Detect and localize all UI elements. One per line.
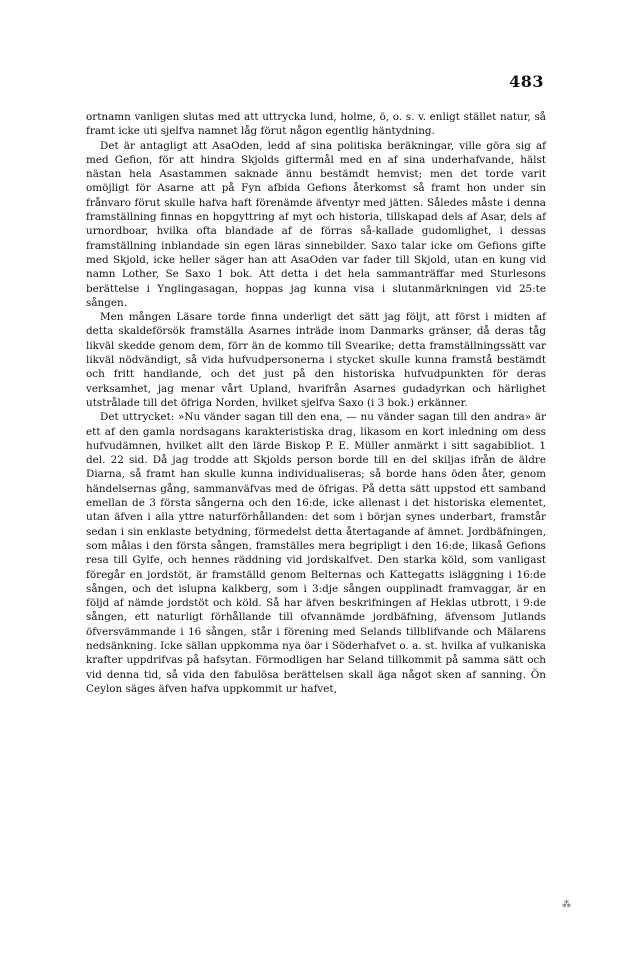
paragraph-1: ortnamn vanligen slutas med att uttrycka lund, holme, ö, o. s. v. enligt stället natur, så framt icke uti sjelfva namnet låg förut någon egentlig häntydning.	[86, 111, 546, 138]
paragraph-2: Det är antagligt att AsaOden, ledd af sina politiska beräkningar, ville göra sig af med Gefion, för att hindra Skjolds giftermål med en af sina underhafvande, hälst nästan hela Asastammen saknade ännu bestämdt hemvist; men det torde varit omöjligt för Asarne att på Fyn afbida Gefions återkomst så framt hon under sin frånvaro förut skulle hafva haft förenämde äfventyr med jätten. Således måste i denna framställning finnas en hopgyttring af myt och historia, tillskapad dels af Asar, dels af urnordboar, hvilka ofta blandade af de förras så-kallade gudomlighet, i dessas framställning inblandade sin egen läras sinnebilder. Saxo talar icke om Gefions gifte med Skjold, icke heller säger han att AsaOden var fader till Skjold, utan en kung vid namn Lother, Se Saxo 1 bok. Att detta i det hela sammanträffar med Sturlesons berättelse i Ynglingasagan, hoppas jag kunna visa i slutanmärkningen vid 25:te sången.	[86, 139, 546, 309]
printer-mark: ⁂	[562, 900, 571, 910]
page-number: 483	[509, 72, 544, 91]
paragraph-3: Men mången Läsare torde finna underligt det sätt jag följt, att först i midten af detta skaldeförsök framställa Asarnes inträde inom Danmarks gränser, då deras tåg likväl skedde genom dem, förr än de kommo till Svearike; detta framställningssätt var likväl nödvändigt, så vida hufvudpersonerna i stycket skulle kunna framstå bestämdt och fritt handlande, och det just på den historiska hufvudpunkten för deras verksamhet, jag menar vårt Upland, hvarifrån Asarnes gudadyrkan och härlighet utstrålade till det öfriga Norden, hvilket sjelfva Saxo (i 3 bok.) erkänner.	[86, 311, 546, 409]
page-body-text	[86, 110, 546, 696]
paragraph-4: Det uttrycket: »Nu vänder sagan till den ena, — nu vänder sagan till den andra» är ett af den gamla nordsagans karakteristiska drag, likasom en kort inledning om dess hufvudämnen, hvilket allt den lärde Biskop P. E. Müller anmärkt i sitt sagabibliot. 1 del. 22 sid. Då jag trodde att Skjolds person borde till en del skiljas ifrån de äldre Diarna, så framt han skulle kunna individualiseras; så borde hans öden åter, genom händelsernas gång, sammanväfvas med de öfrigas. På detta sätt uppstod ett samband emellan de 3 första sångerna och den 16:de, icke allenast i det historiska elementet, utan äfven i alla yttre naturförhållanden: det som i början synes underbart, framstår sedan i sin enklaste betydning, förmedelst detta återtagande af ämnet. Jordbäfningen, som målas i den första sången, framställes mera begripligt i den 16:de, likaså Gefions resa till Gylfe, och hennes räddning vid jordskalfvet. Den starka köld, som vanligast föregår en jordstöt, är framställd genom Belternas och Kattegatts isläggning i 16:de sången, och det islupna kalkberg, som i 3:dje sången oupplinadt framvaggar, är en följd af nämde jordstöt och köld. Så har äfven beskrifningen af Heklas utbrott, i 9:de sången, ett naturligt förhållande till ofvannämde jordbäfning, äfvensom Jutlands öfversvämmande i 16 sången, står i förening med Selands tillblifvande och Mälarens nedsänkning. Icke sällan uppkomma nya öar i Söderhafvet o. a. st. hvilka af vulkaniska krafter uppdrifvas på hafsytan. Förmodligen har Seland tillkommit på samma sätt och vid denna tid, så vida den fabulösa berättelsen skall äga något sken af sanning. Ön Ceylon säges äfven hafva uppkommit ur hafvet,	[86, 411, 546, 695]
